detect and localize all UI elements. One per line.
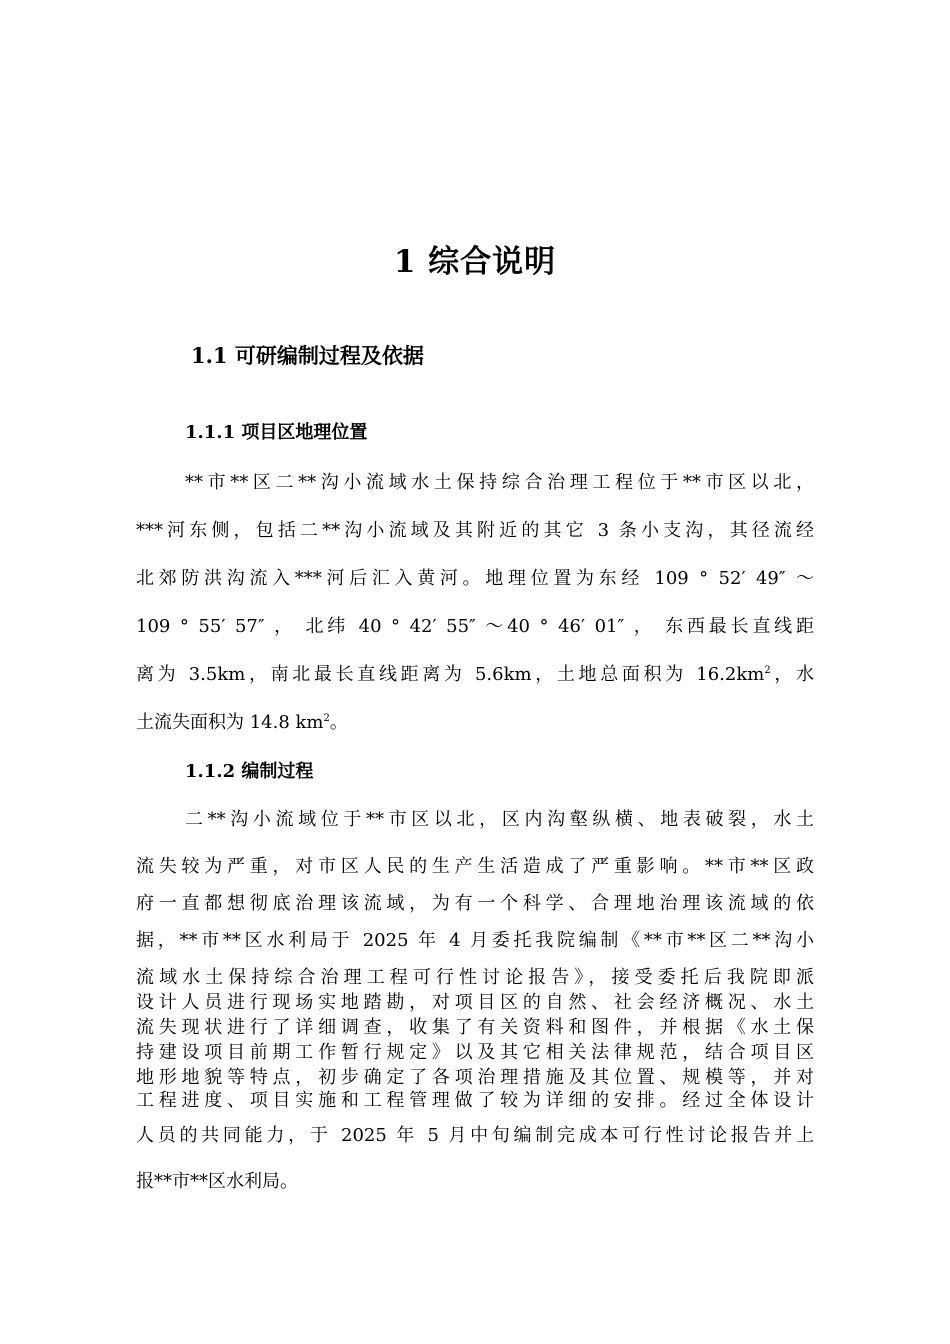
line-text: 离为 3.5km，南北最长直线距离为 5.6km，土地总面积为 16.2km bbox=[136, 664, 765, 685]
chapter-title: 1 综合说明 bbox=[393, 244, 557, 280]
superscript: 2 bbox=[323, 713, 330, 724]
paragraph-line: 流域水土保持综合治理工程可行性讨论报告》，接受委托后我院即派 bbox=[136, 967, 814, 988]
subsection-title-location: 1.1.1 项目区地理位置 bbox=[185, 422, 368, 443]
paragraph-line: ***河东侧，包括二**沟小流域及其附近的其它 3 条小支沟，其径流经 bbox=[136, 520, 814, 541]
line-text: 土流失面积为 14.8 km bbox=[136, 712, 324, 733]
paragraph-line: 流失现状进行了详细调查，收集了有关资料和图件，并根据《水土保 bbox=[136, 1017, 814, 1038]
section-title: 1.1 可研编制过程及依据 bbox=[191, 343, 424, 368]
paragraph-line: 地形地貌等特点，初步确定了各项治理措施及其位置、规模等，并对 bbox=[136, 1067, 814, 1088]
paragraph-line: 人员的共同能力，于 2025 年 5 月中旬编制完成本可行性讨论报告并上 bbox=[136, 1125, 814, 1146]
paragraph-line: 报**市**区水利局。 bbox=[136, 1171, 298, 1192]
subsection-title-process: 1.1.2 编制过程 bbox=[185, 761, 314, 782]
paragraph-line: 109 ° 55′ 57″ ， 北纬 40 ° 42′ 55″ ～40 ° 46′ 01″ ， 东西最长直线距 bbox=[136, 616, 814, 637]
paragraph-line bbox=[136, 660, 814, 686]
paragraph-line: 北郊防洪沟流入***河后汇入黄河。地理位置为东经 109 ° 52′ 49″ ～ bbox=[136, 568, 814, 589]
paragraph-line bbox=[136, 708, 814, 734]
paragraph-line: 工程进度、项目实施和工程管理做了较为详细的安排。经过全体设计 bbox=[136, 1090, 814, 1111]
paragraph-line: 流失较为严重，对市区人民的生产生活造成了严重影响。**市**区政 bbox=[136, 856, 814, 877]
paragraph-line: 据，**市**区水利局于 2025 年 4 月委托我院编制《**市**区二**沟小 bbox=[136, 930, 814, 951]
line-text: 。 bbox=[329, 712, 348, 733]
superscript: 2 bbox=[764, 665, 771, 676]
paragraph-line: 二**沟小流域位于**市区以北，区内沟壑纵横、地表破裂，水土 bbox=[185, 809, 814, 830]
line-text: ，水 bbox=[770, 664, 815, 685]
paragraph-line: 设计人员进行现场实地踏勘，对项目区的自然、社会经济概况、水土 bbox=[136, 992, 814, 1013]
paragraph-line: 府一直都想彻底治理该流域，为有一个科学、合理地治理该流域的依 bbox=[136, 893, 814, 914]
paragraph-line: **市**区二**沟小流域水土保持综合治理工程位于**市区以北， bbox=[185, 472, 814, 493]
paragraph-line: 持建设项目前期工作暂行规定》以及其它相关法律规范，结合项目区 bbox=[136, 1042, 814, 1063]
